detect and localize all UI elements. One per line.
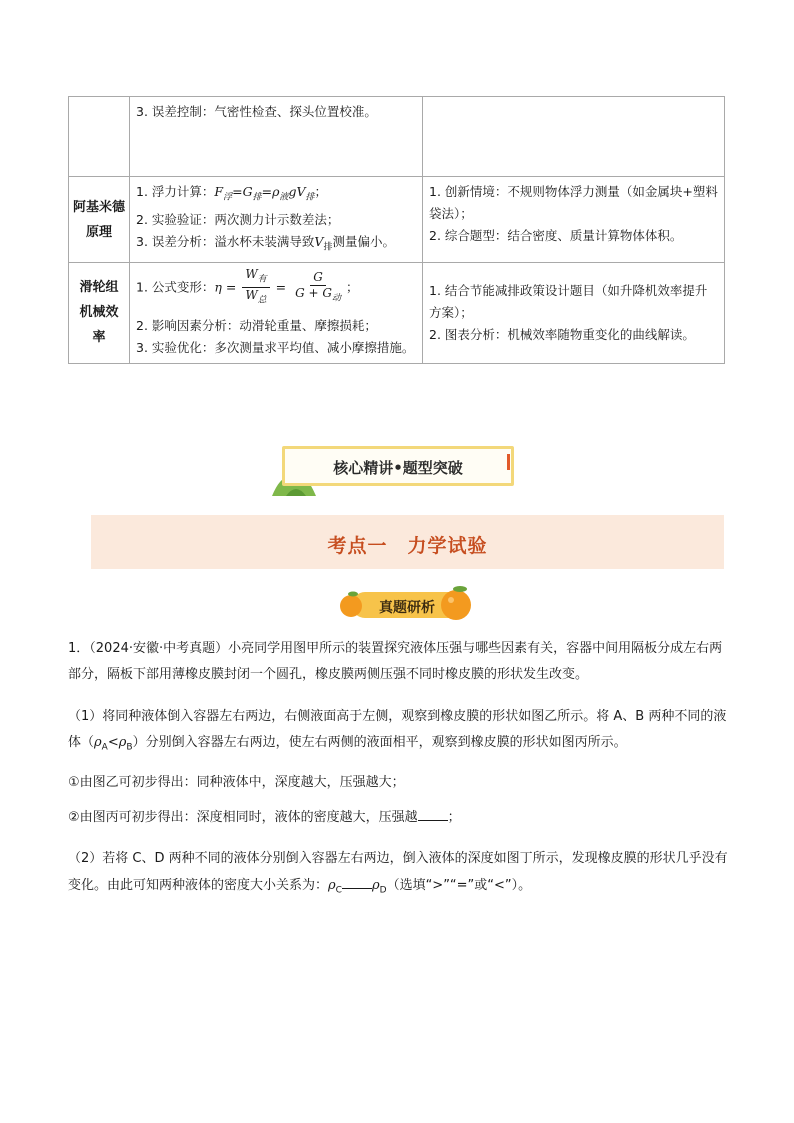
list-item xyxy=(136,267,416,309)
topic-cell xyxy=(69,97,130,177)
item-label: 测量偏小。 xyxy=(332,233,395,249)
question-item-1: ①由图乙可初步得出：同种液体中，深度越大，压强越大； xyxy=(68,775,405,790)
question-part-2 xyxy=(68,846,728,904)
formula-sub: 排 xyxy=(252,192,262,203)
item-label: 1. 公式变形： xyxy=(136,279,215,295)
rho-symbol: ρ xyxy=(371,878,380,893)
formula-part: = xyxy=(275,279,287,295)
table-row xyxy=(69,263,725,364)
formula-part: G + G xyxy=(295,285,332,300)
list-item: 2. 影响因素分析：动滑轮重量、摩擦损耗； xyxy=(136,317,377,333)
answer-blank[interactable] xyxy=(418,804,448,821)
extension-cell xyxy=(423,177,725,263)
efficiency-fraction xyxy=(242,267,269,309)
text: （选填“>”“=”或“<”）。 xyxy=(386,878,532,893)
formula-part: F xyxy=(214,184,224,199)
formula-sub: 液 xyxy=(279,192,289,203)
extension-cell xyxy=(423,97,725,177)
section-header xyxy=(91,515,724,569)
item-label: 3. 误差分析：溢水杯未装满导致 xyxy=(136,233,315,249)
rho-sub: D xyxy=(379,885,387,896)
formula-part: η = xyxy=(214,279,237,295)
rho-symbol: ρ xyxy=(94,735,102,750)
content-cell xyxy=(130,263,423,364)
list-item: 1. 结合节能减排政策设计题目（如升降机效率提升方案）； xyxy=(429,282,708,320)
formula-end: ； xyxy=(314,184,327,199)
core-banner xyxy=(278,444,518,490)
question-intro: 1．（2024·安徽·中考真题）小亮同学用图甲所示的装置探究液体压强与哪些因素有关，容器中间用隔板分成左右两部分，隔板下部用薄橡皮膜封闭一个圆孔，橡皮膜两侧压强不同时橡皮膜的形状发生改变。 xyxy=(68,641,723,682)
rho-sub: B xyxy=(126,742,133,753)
formula-sub: 总 xyxy=(257,295,267,306)
item-label: 1. 浮力计算： xyxy=(136,184,215,199)
rho-sub: A xyxy=(101,742,108,753)
formula-sub: 排 xyxy=(323,242,333,252)
formula-sub: 排 xyxy=(305,192,315,203)
topic-label: 滑轮组机械效率 xyxy=(79,280,119,346)
tag-title: 真题研析 xyxy=(379,600,435,616)
formula-part: gV xyxy=(288,184,306,199)
formula-part: =G xyxy=(232,184,253,199)
rho-symbol: ρ xyxy=(118,735,127,750)
list-item xyxy=(136,231,416,259)
rho-symbol: ρ xyxy=(328,878,336,893)
list-item: 1. 创新情境：不规则物体浮力测量（如金属块+塑料袋法）； xyxy=(429,184,718,221)
content-cell xyxy=(130,97,423,177)
extension-cell xyxy=(423,263,725,364)
question-item-2 xyxy=(68,804,728,831)
list-item: 3. 实验优化：多次测量求平均值、减小摩擦措施。 xyxy=(136,339,415,355)
list-item: 2. 综合题型：结合密度、质量计算物体体积。 xyxy=(429,228,683,243)
rho-sub: C xyxy=(335,885,342,896)
formula-end: ； xyxy=(346,279,359,295)
list-item: 2. 实验验证：两次测力计示数差法； xyxy=(136,211,340,227)
content-cell xyxy=(130,177,423,263)
topic-label: 阿基米德原理 xyxy=(72,199,125,240)
section-title: 考点一 力学试验 xyxy=(327,535,488,557)
formula-part: G xyxy=(310,270,326,286)
question-part-1 xyxy=(68,704,728,761)
answer-blank[interactable] xyxy=(342,872,372,889)
text: ②由图丙可初步得出：深度相同时，液体的密度越大，压强越 xyxy=(68,810,418,825)
list-item xyxy=(136,181,416,209)
formula-part: W xyxy=(245,267,258,281)
table-row xyxy=(69,97,725,177)
text: （2）若将 C、D 两种不同的液体分别倒入容器左右两边，倒入液体的深度如图丁所示，发现橡皮膜的形状几乎没有变化。由此可知两种液体的密度大小关系为： xyxy=(68,851,728,893)
text: ）分别倒入容器左右两边，使左右两侧的液面相平，观察到橡皮膜的形状如图丙所示。 xyxy=(132,735,627,750)
table-row xyxy=(69,177,725,263)
formula-part: =ρ xyxy=(261,184,280,199)
list-item: 3. 误差控制：气密性检查、探头位置校准。 xyxy=(136,104,377,119)
banner-title: 核心精讲•题型突破 xyxy=(333,459,463,477)
formula-part: W xyxy=(245,288,258,303)
formula-sub: 动 xyxy=(332,293,342,304)
text: < xyxy=(107,735,119,750)
formula-part: V xyxy=(314,233,324,249)
text: （1）将同种液体倒入容器左右两边，右侧液面高于左侧，观察到橡皮膜的形状如图乙所示。将 A、B 两种不同的液体（ xyxy=(68,709,727,750)
tag-label xyxy=(338,584,474,622)
formula-sub: 浮 xyxy=(223,192,233,203)
topic-cell xyxy=(69,263,130,364)
weight-fraction xyxy=(292,270,344,306)
summary-table xyxy=(68,96,725,364)
list-item: 2. 图表分析：机械效率随物重变化的曲线解读。 xyxy=(429,326,695,342)
formula-sub: 有 xyxy=(257,274,267,285)
topic-cell xyxy=(69,177,130,263)
buoyancy-formula xyxy=(214,184,315,203)
text: ； xyxy=(447,810,461,825)
